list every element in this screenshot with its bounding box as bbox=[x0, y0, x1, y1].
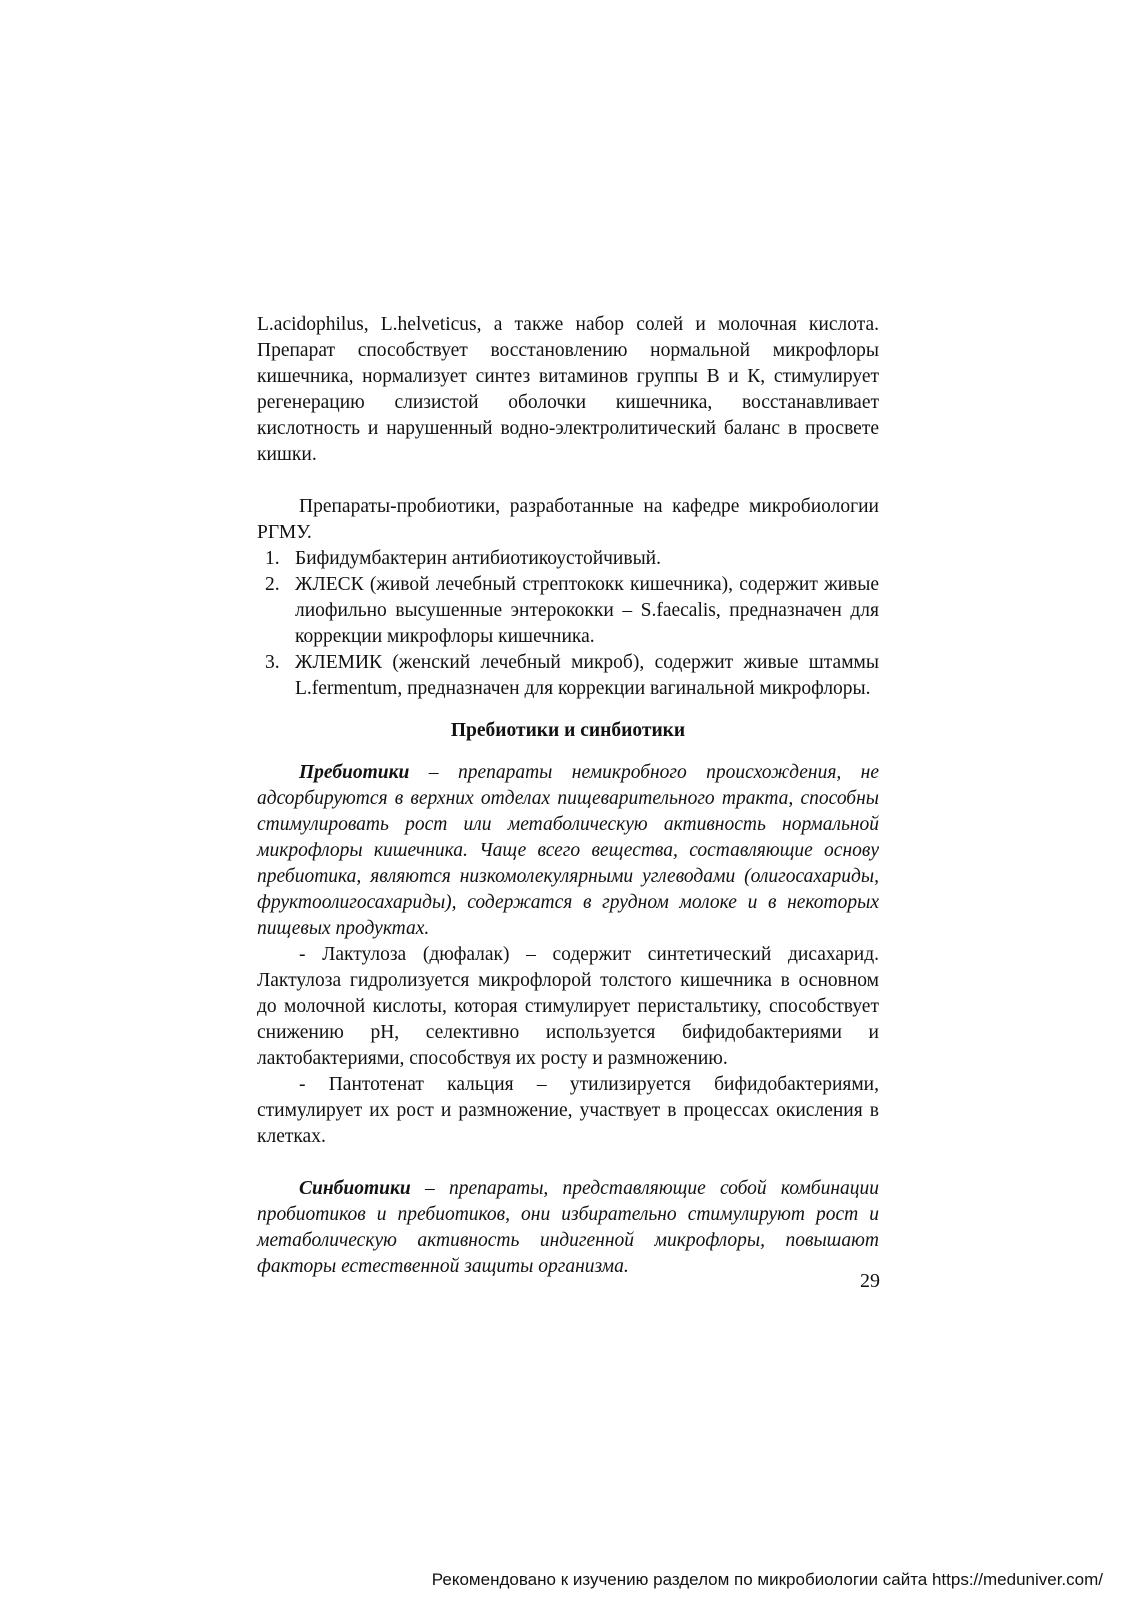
probiotics-intro: Препараты-пробиотики, разработанные на кафедре микробиологии РГМУ. bbox=[257, 496, 879, 543]
pantothenate-paragraph: - Пантотенат кальция – утилизируется бифидобактериями, стимулирует их рост и размножение, участвует в процессах окисления в клетках. bbox=[257, 1074, 879, 1147]
synbiotics-term: Синбиотики bbox=[299, 1178, 411, 1199]
page-number: 29 bbox=[860, 1270, 880, 1292]
intro-paragraph: L.acidophilus, L.helveticus, а также набор солей и молочная кислота. Препарат способствует восстановлению нормальной микрофлоры кишечника, нормализует синтез витаминов группы В и К, стимулирует регенерацию слизистой оболочки кишечника, восстанавливает кислотность и нарушенный водно-электролитический баланс в просвете кишки. bbox=[257, 314, 879, 465]
probiotics-list bbox=[257, 546, 879, 702]
list-item-text: ЖЛЕСК (живой лечебный стрептококк кишечника), содержит живые лиофильно высушенные энтерококки – S.faecalis, предназначен для коррекции микрофлоры кишечника. bbox=[295, 574, 879, 647]
list-item bbox=[265, 650, 879, 702]
list-item bbox=[265, 546, 879, 572]
list-item-text: ЖЛЕМИК (женский лечебный микроб), содержит живые штаммы L.fermentum, предназначен для коррекции вагинальной микрофлоры. bbox=[295, 652, 879, 699]
prebiotics-paragraph bbox=[257, 760, 879, 942]
synbiotics-definition: – препараты, представляющие собой комбинации пробиотиков и пребиотиков, они избирательно стимулируют рост и метаболическую активность индигенной микрофлоры, повышают факторы естественной защиты организма. bbox=[257, 1178, 879, 1277]
page-text bbox=[257, 312, 879, 1280]
list-item-number: 2. bbox=[265, 574, 280, 595]
section-title: Пребиотики и синбиотики bbox=[450, 720, 686, 741]
list-item-number: 3. bbox=[265, 652, 280, 673]
prebiotics-definition: – препараты немикробного происхождения, не адсорбируются в верхних отделах пищеварительного тракта, способны стимулировать рост или метаболическую активность нормальной микрофлоры кишечника. Чаще всего вещества, составляющие основу пребиотика, являются низкомолекулярными углеводами (олигосахариды, фруктоолигосахариды), содержатся в грудном молоке и в некоторых пищевых продуктах. bbox=[257, 762, 879, 939]
list-item-number: 1. bbox=[265, 548, 280, 569]
footer-note: Рекомендовано к изучению разделом по микробиологии сайта https://meduniver.com/ bbox=[431, 1570, 1103, 1589]
lactulose-paragraph: - Лактулоза (дюфалак) – содержит синтетический дисахарид. Лактулоза гидролизуется микрофлорой толстого кишечника в основном до молочной кислоты, которая стимулирует перистальтику, способствует снижению pH, селективно используется бифидобактериями и лактобактериями, способствуя их росту и размножению. bbox=[257, 944, 879, 1069]
synbiotics-paragraph bbox=[257, 1176, 879, 1280]
list-item bbox=[265, 572, 879, 650]
prebiotics-term: Пребиотики bbox=[299, 762, 410, 783]
list-item-text: Бифидумбактерин антибиотикоустойчивый. bbox=[295, 548, 661, 569]
